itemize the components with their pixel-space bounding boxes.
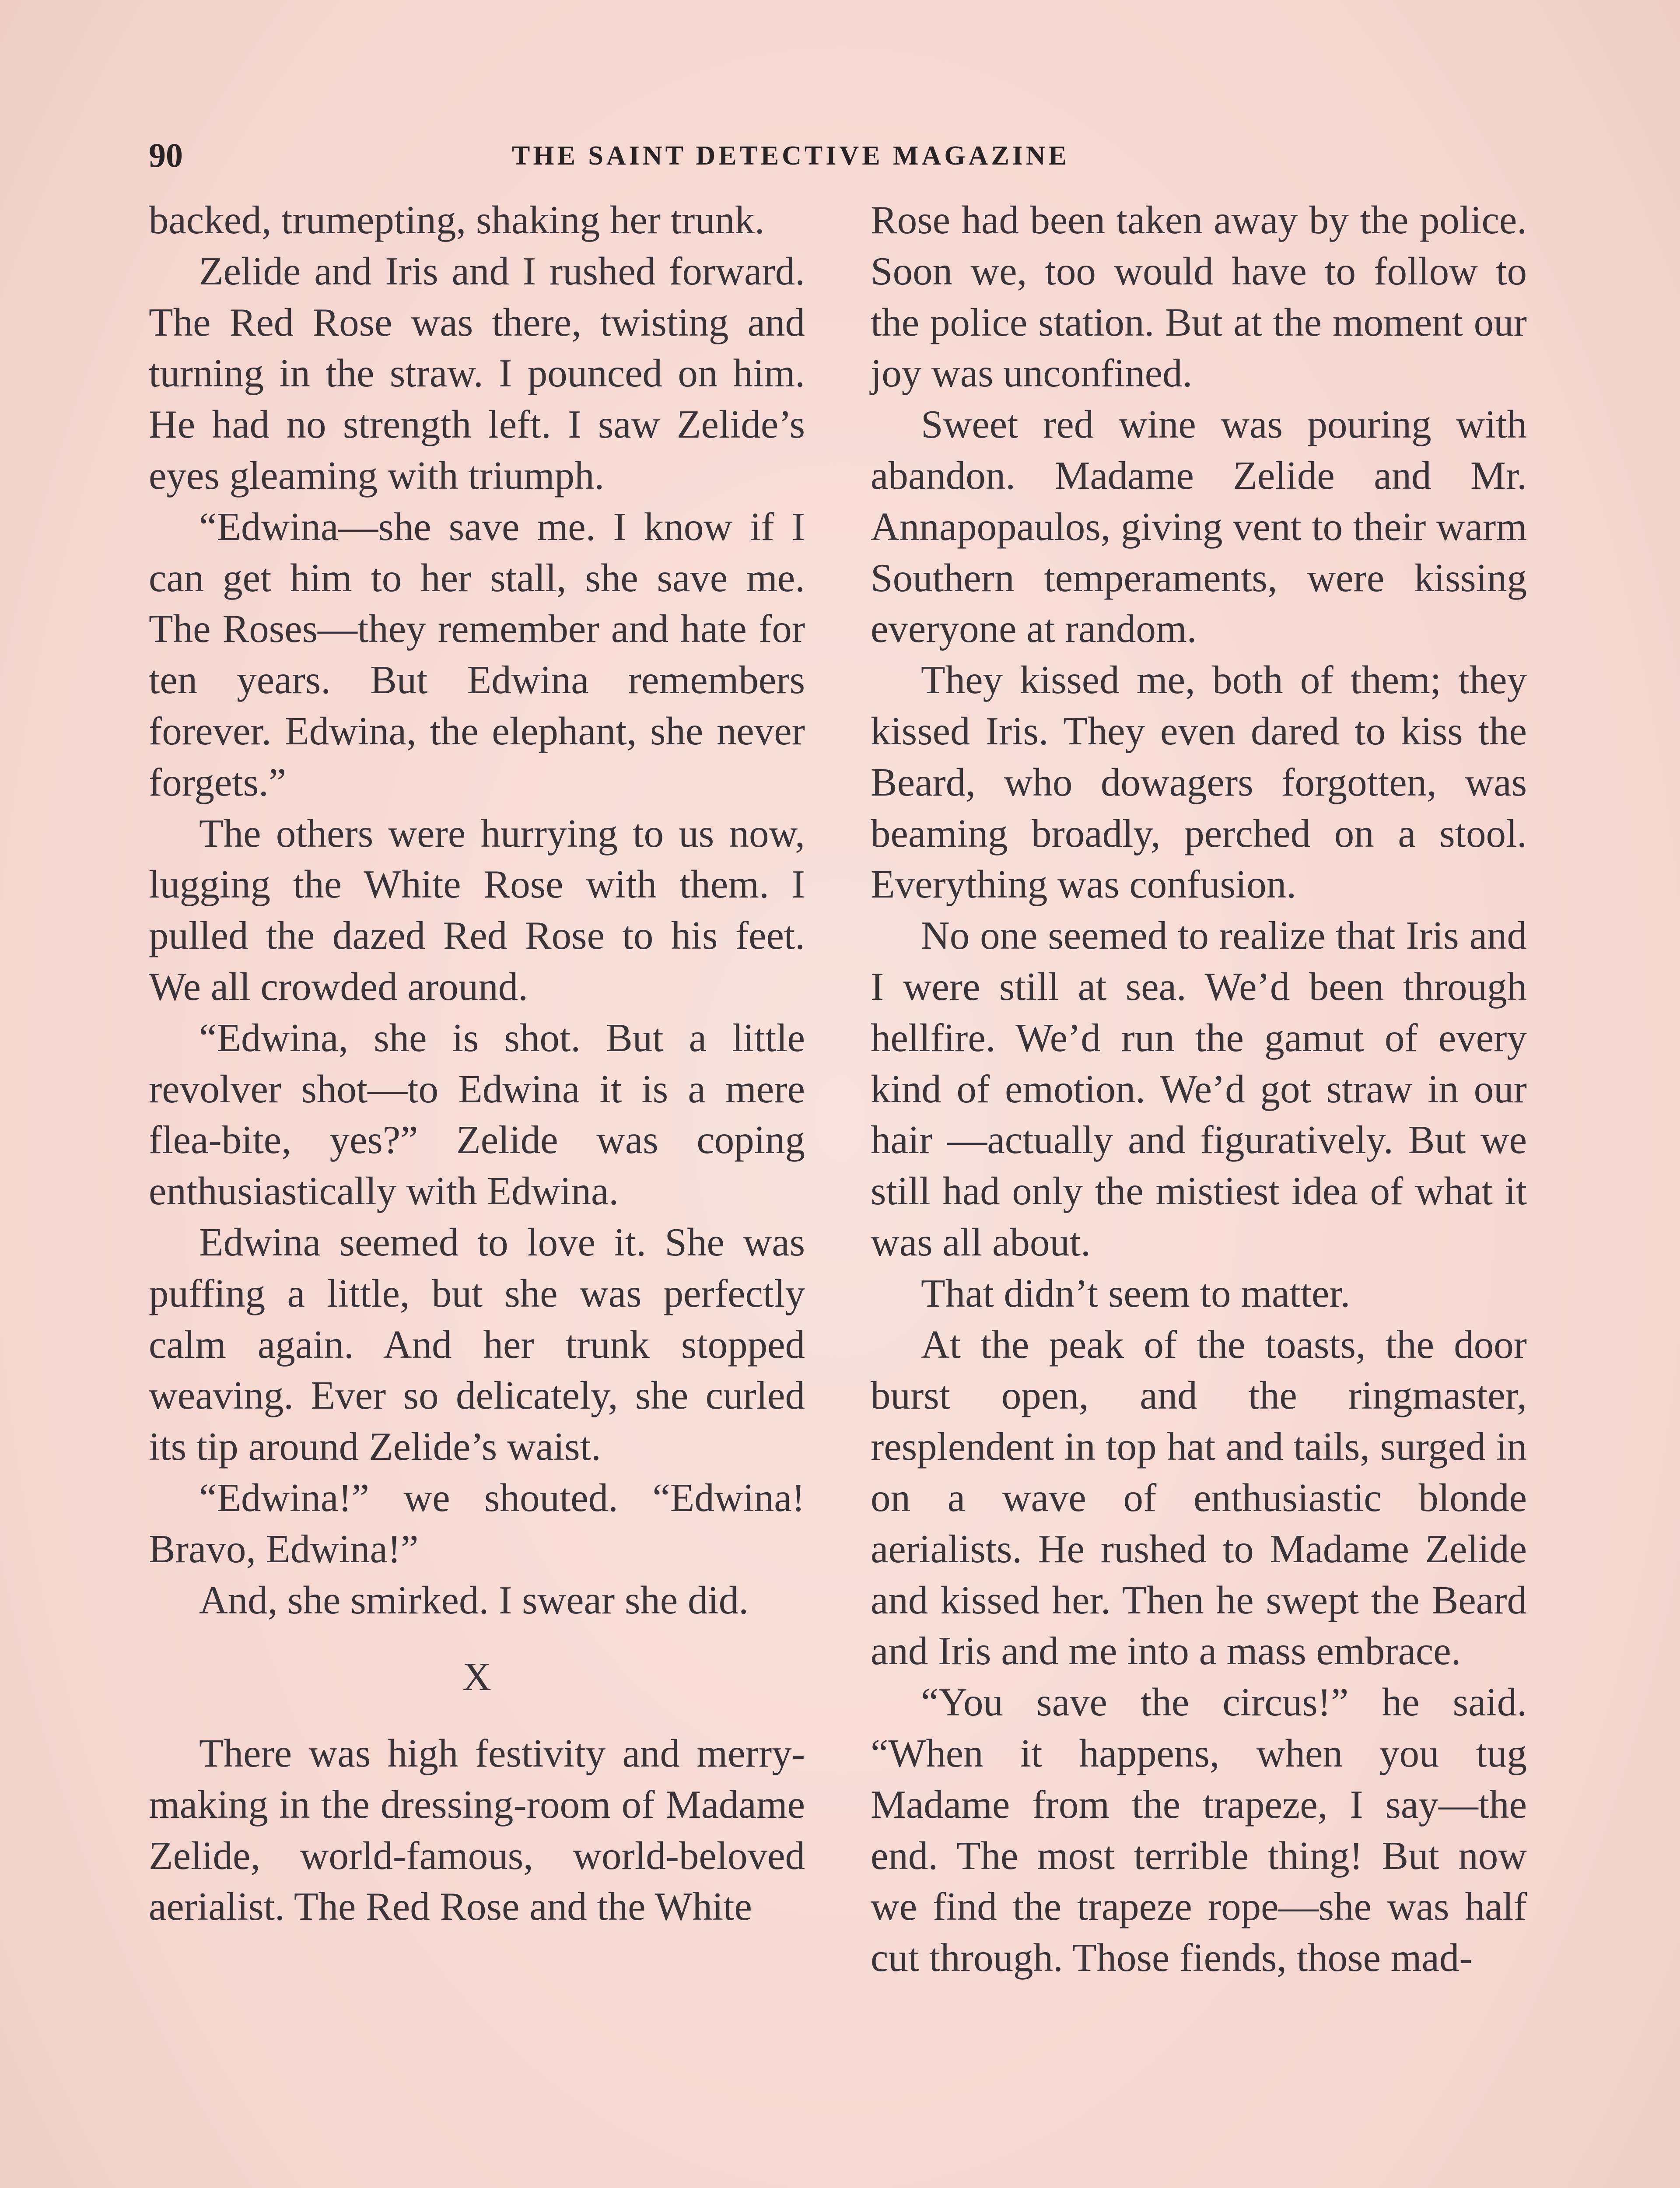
paragraph: “Edwina, she is shot. But a little revolver shot—to Edwina it is a mere flea-bite, yes?” Zelide was coping enthusiastically with Edwina. (149, 1015, 805, 1213)
paragraph: Sweet red wine was pouring with abandon. Madame Zelide and Mr. Annapopaulos, giving vent to their warm Southern temperaments, were kissing everyone at random. (871, 402, 1527, 651)
paragraph: That didn’t seem to matter. (921, 1271, 1351, 1315)
running-header (149, 136, 1540, 175)
paragraph: “Edwina!” we shouted. “Edwina! Bravo, Edwina!” (149, 1475, 805, 1571)
paragraph: backed, trumepting, shaking her trunk. (149, 198, 765, 242)
paragraph: “You save the circus!” he said. “When it happens, when you tug Madame from the trapeze, I say—the end. The most terrible thing! But now we find the trapeze rope—she was half cut through. Those fiends, those mad- (871, 1680, 1527, 1980)
paragraph: At the peak of the toasts, the door burst open, and the ringmaster, resplendent in top hat and tails, surged in on a wave of enthusiastic blonde aerialists. He rushed to Madame Zelide and kissed her. Then he swept the Beard and Iris and me into a mass embrace. (871, 1322, 1527, 1673)
running-title: THE SAINT DETECTIVE MAGAZINE (512, 141, 1070, 171)
paragraph: There was high festivity and merry-making in the dressing-room of Madame Zelide, world-famous, world-beloved aerialist. The Red Rose and the White (149, 1731, 805, 1929)
paragraph: No one seemed to realize that Iris and I were still at sea. We’d been through hellfire. We’d run the gamut of every kind of emotion. We’d got straw in our hair —actually and figuratively. But we still had only the mistiest idea of what it was all about. (871, 913, 1527, 1264)
left-column (149, 195, 805, 1932)
paragraph: They kissed me, both of them; they kissed Iris. They even dared to kiss the Beard, who dowagers forgotten, was beaming broadly, perched on a stool. Everything was confusion. (871, 658, 1527, 907)
paragraph: “Edwina—she save me. I know if I can get him to her stall, she save me. The Roses—they remember and hate for ten years. But Edwina remembers forever. Edwina, the elephant, she never forgets.” (149, 504, 805, 804)
paragraph: Edwina seemed to love it. She was puffing a little, but she was perfectly calm again. And her trunk stopped weaving. Ever so delicately, she curled its tip around Zelide’s waist. (149, 1220, 805, 1469)
paragraph: Rose had been taken away by the police. Soon we, too would have to follow to the police station. But at the moment our joy was unconfined. (871, 198, 1527, 396)
paragraph: And, she smirked. I swear she did. (199, 1578, 749, 1622)
page-number: 90 (149, 136, 183, 174)
paragraph: The others were hurrying to us now, lugging the White Rose with them. I pulled the dazed Red Rose to his feet. We all crowded around. (149, 811, 805, 1009)
right-column (871, 195, 1527, 1984)
paragraph: Zelide and Iris and I rushed forward. The Red Rose was there, twisting and turning in the straw. I pounced on him. He had no strength left. I saw Zelide’s eyes gleaming with triumph. (149, 249, 805, 498)
section-heading: X (462, 1655, 491, 1699)
